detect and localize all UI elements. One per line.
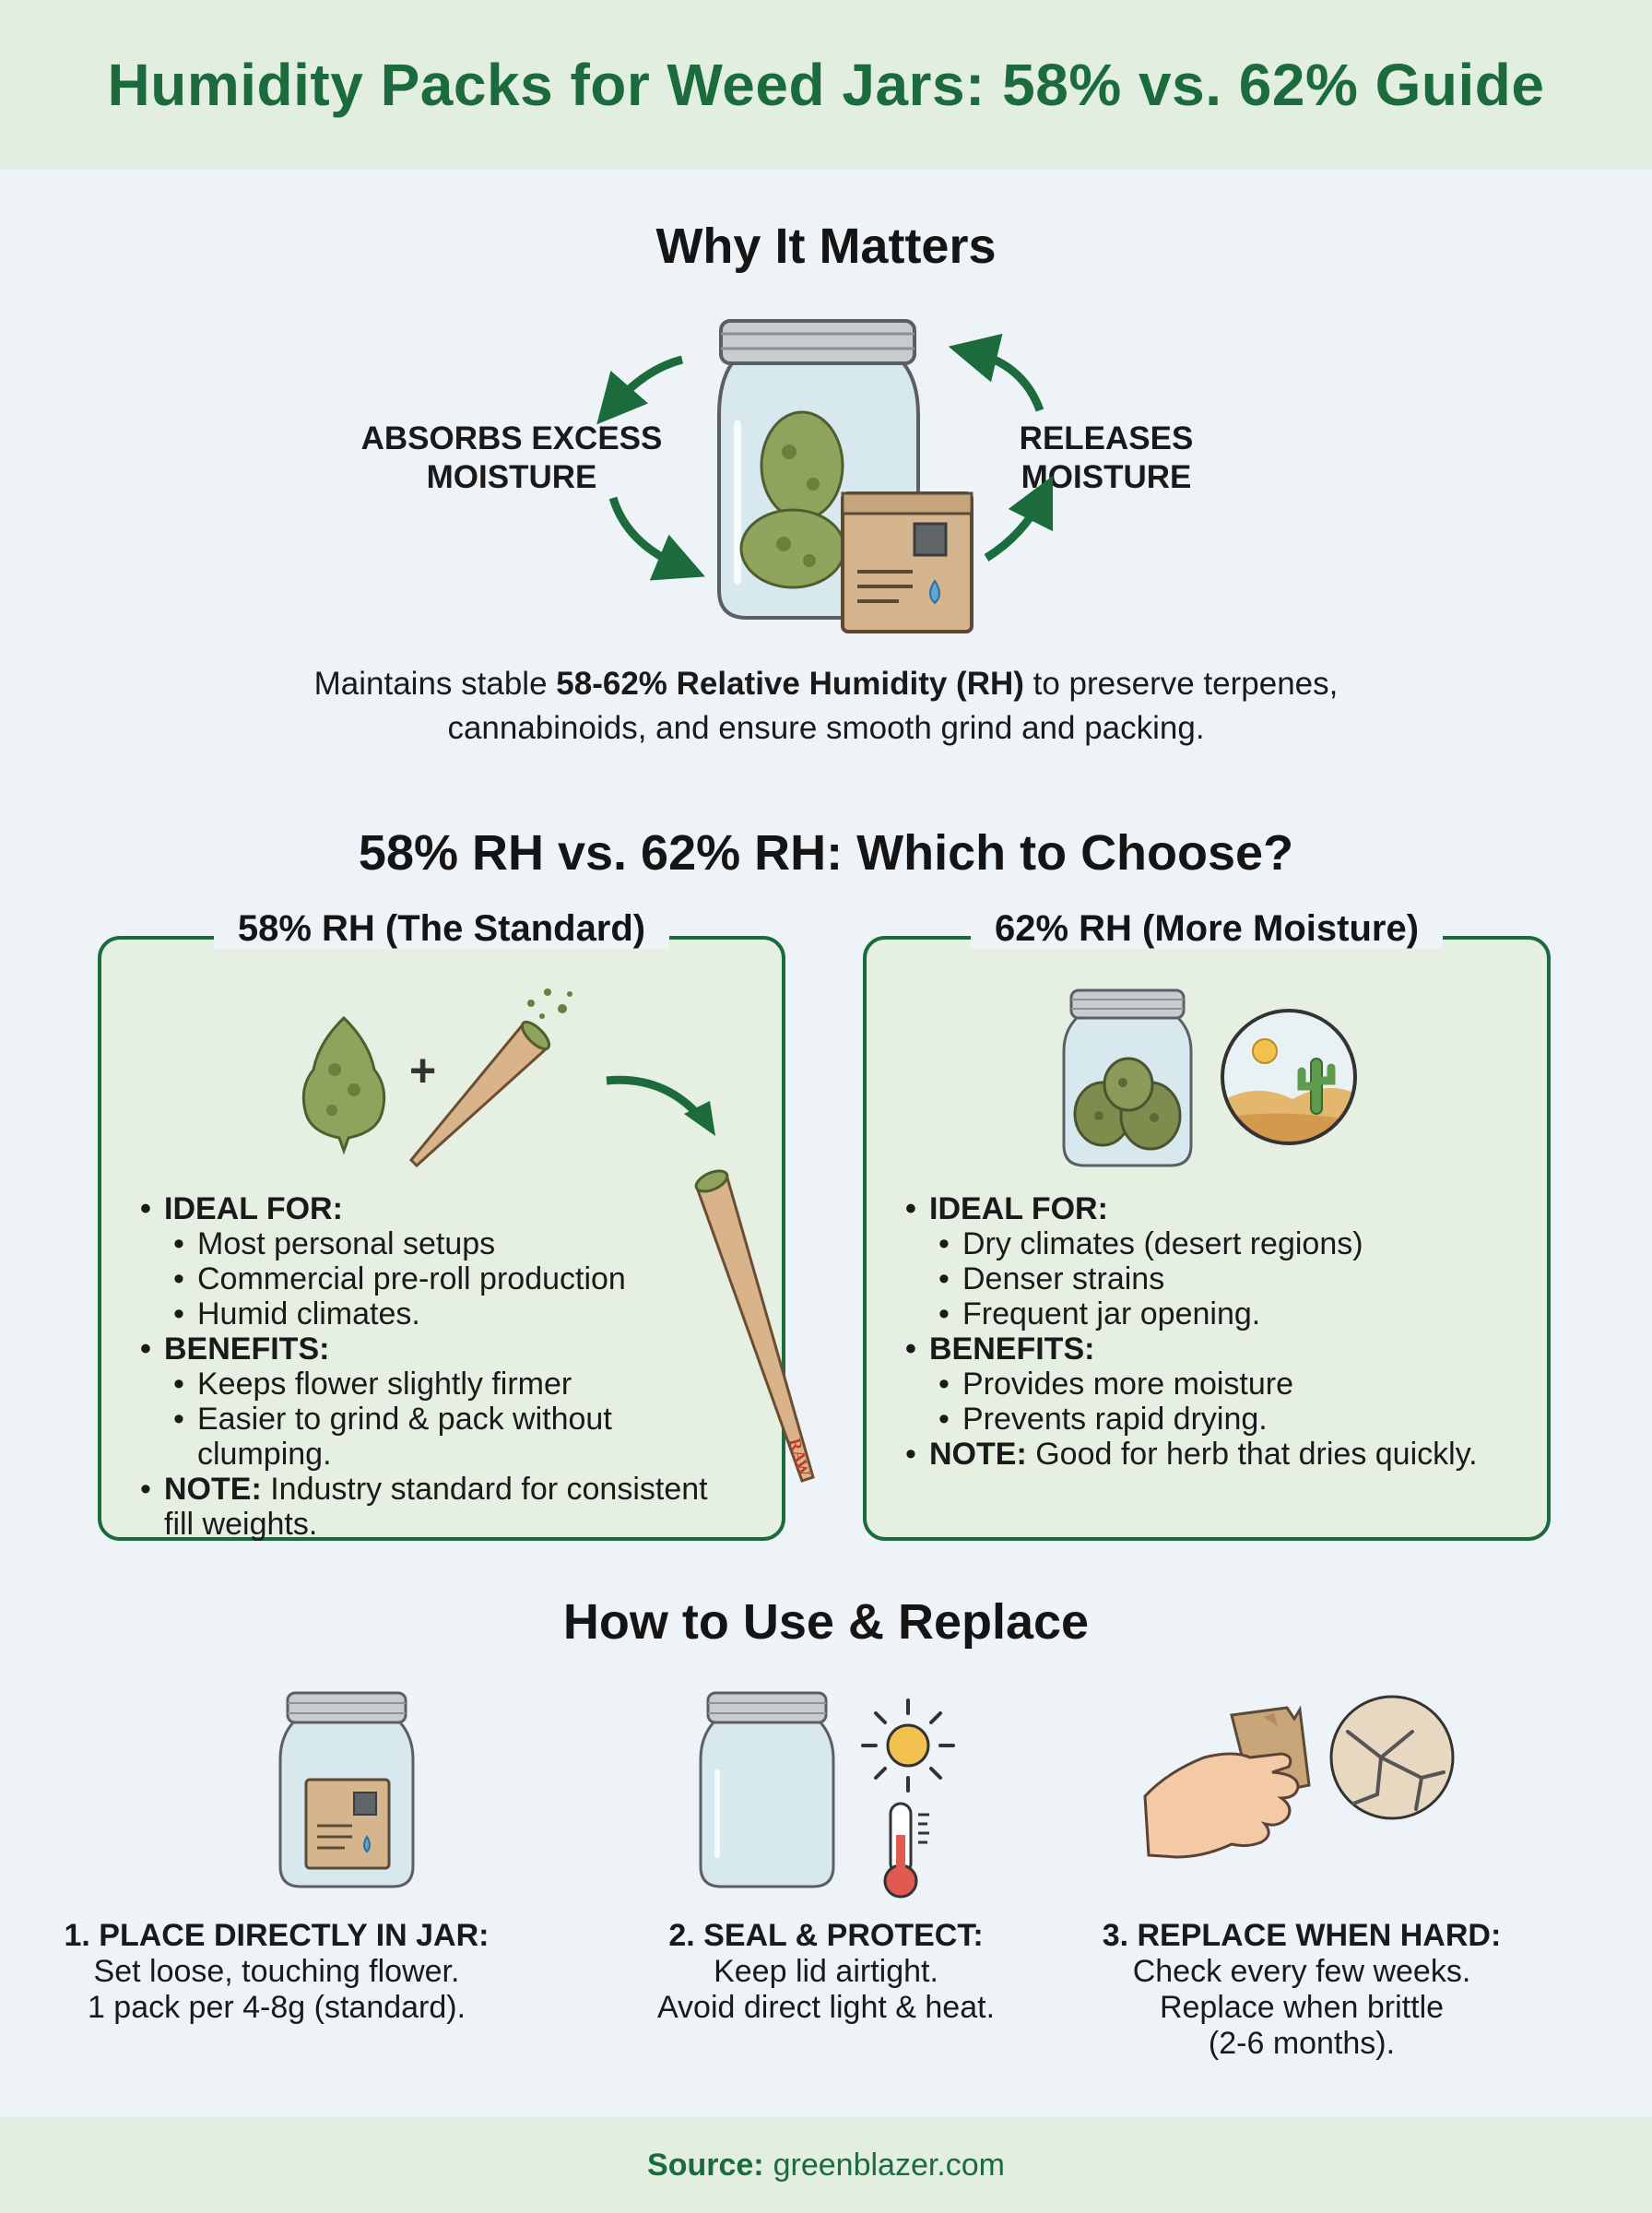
step-2-line: Keep lid airtight. — [714, 1954, 938, 1989]
ideal-item-62: • Frequent jar opening. — [938, 1296, 1261, 1331]
step-1-line: Set loose, touching flower. — [93, 1954, 460, 1989]
step-3 — [1025, 1918, 1578, 2062]
ideal-item-58: • Commercial pre-roll production — [173, 1261, 626, 1296]
thermometer-icon — [878, 1800, 951, 1903]
card-62-title: 62% RH (More Moisture) — [867, 908, 1547, 950]
cone-icon — [404, 987, 588, 1171]
step-1 — [0, 1918, 553, 2026]
ideal-item-62: • Dry climates (desert regions) — [938, 1226, 1363, 1261]
note-58: • NOTE: Industry standard for consistent — [140, 1472, 708, 1507]
benefits-head-62: • BENEFITS: — [905, 1331, 1095, 1367]
step-1-line: 1 pack per 4-8g (standard). — [87, 1990, 466, 2025]
sun-icon — [857, 1695, 959, 1796]
step-2-line: Avoid direct light & heat. — [656, 1990, 996, 2025]
card-58-list — [140, 1191, 730, 1542]
step-2 — [549, 1918, 1103, 2026]
page-title: Humidity Packs for Weed Jars: 58% vs. 62% Guide — [107, 52, 1545, 118]
card-58-title: 58% RH (The Standard) — [101, 908, 782, 950]
source-link[interactable]: greenblazer.com — [773, 2147, 1005, 2183]
arrow-icon — [599, 1070, 728, 1143]
intro-pre: Maintains stable — [313, 666, 557, 702]
step-3-line: Replace when brittle — [1159, 1990, 1445, 2025]
bud-icon — [293, 1014, 395, 1153]
ideal-item-62: • Denser strains — [938, 1261, 1165, 1296]
step-1-title: 1. PLACE DIRECTLY IN JAR: — [64, 1918, 490, 1953]
compare-title: 58% RH vs. 62% RH: Which to Choose? — [358, 825, 1294, 881]
ideal-item-58: • Humid climates. — [173, 1296, 420, 1331]
step-2-title: 2. SEAL & PROTECT: — [668, 1918, 984, 1953]
jar-buds-icon — [1058, 987, 1197, 1171]
plus-sign: + — [409, 1045, 437, 1096]
absorbs-label-line1: ABSORBS EXCESS — [360, 420, 663, 456]
intro-bold: 58-62% Relative Humidity (RH) — [556, 666, 1024, 702]
cone-brand-label: RAW — [785, 1436, 814, 1479]
step-3-title: 3. REPLACE WHEN HARD: — [1102, 1918, 1502, 1953]
benefit-item-58: • Keeps flower slightly firmer — [173, 1367, 572, 1402]
releases-label-line1: RELEASES — [1019, 420, 1194, 456]
note-62: • NOTE: Good for herb that dries quickly. — [905, 1437, 1478, 1472]
ideal-head-62: • IDEAL FOR: — [905, 1191, 1108, 1226]
footer — [0, 2117, 1652, 2213]
step-3-line: (2-6 months). — [1208, 2026, 1396, 2061]
releases-label-line2: MOISTURE — [1021, 459, 1192, 495]
hand-brittle-pack-icon — [1139, 1689, 1471, 1892]
jar-with-pack-icon — [701, 314, 977, 645]
benefits-head-58: • BENEFITS: — [140, 1331, 330, 1367]
intro-text — [181, 662, 1471, 751]
source-label: Source: — [647, 2147, 764, 2183]
benefit-item-58: • Easier to grind & pack without clumping. — [173, 1402, 612, 1472]
benefit-item-62: • Prevents rapid drying. — [938, 1402, 1268, 1437]
intro-post: to preserve terpenes, — [1023, 666, 1339, 702]
absorbs-label-line2: MOISTURE — [426, 459, 597, 495]
intro-line2: cannabinoids, and ensure smooth grind and packing. — [447, 710, 1205, 746]
empty-jar-icon — [693, 1689, 841, 1892]
desert-icon — [1219, 1007, 1359, 1147]
ideal-head-58: • IDEAL FOR: — [140, 1191, 343, 1226]
benefit-item-62: • Provides more moisture — [938, 1367, 1294, 1402]
card-62-list — [905, 1191, 1532, 1472]
howto-title: How to Use & Replace — [562, 1594, 1090, 1650]
why-title: Why It Matters — [655, 219, 997, 274]
step-3-line: Check every few weeks. — [1132, 1954, 1471, 1989]
note-58-cont: fill weights. — [164, 1507, 318, 1542]
ideal-item-58: • Most personal setups — [173, 1226, 496, 1261]
jar-pack-icon — [273, 1689, 420, 1892]
